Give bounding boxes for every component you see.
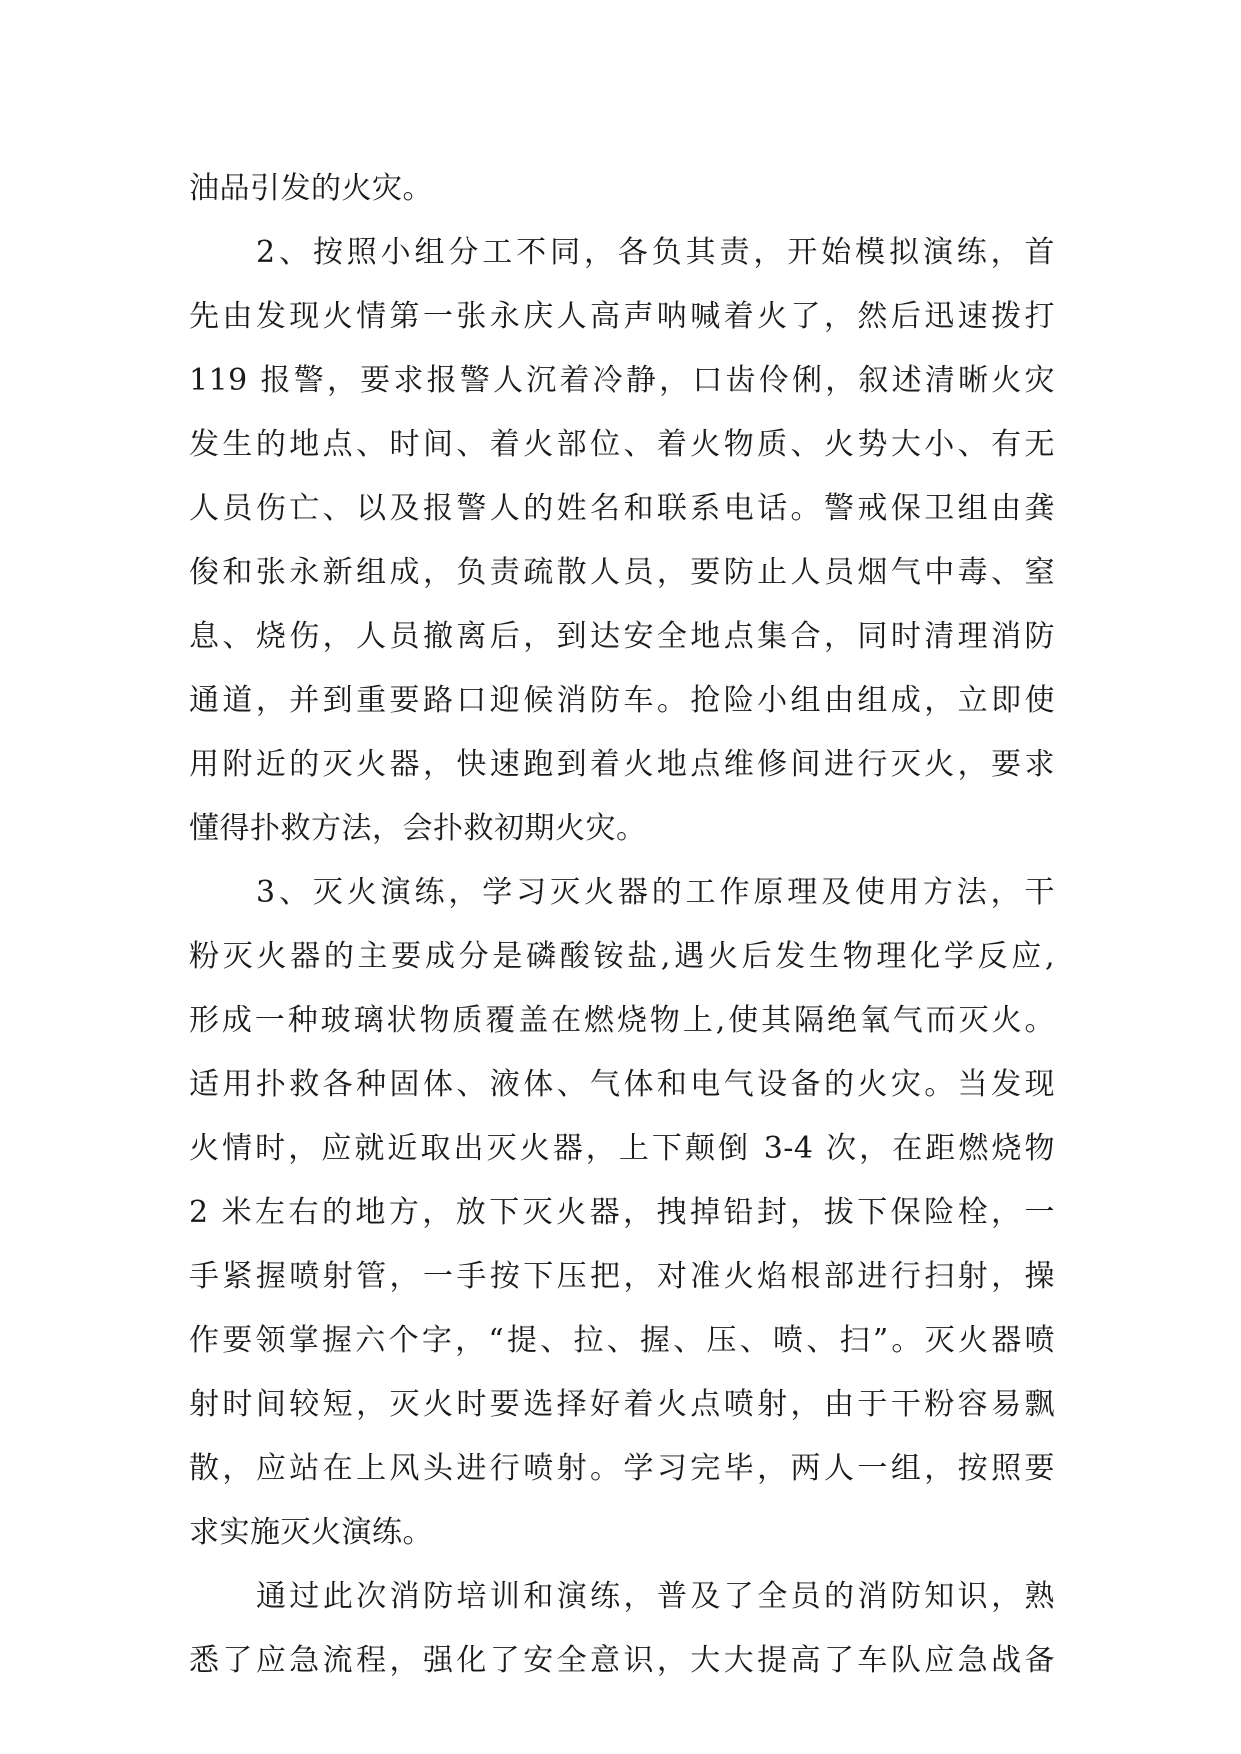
paragraph-2 <box>189 221 1055 861</box>
text-line: 先由发现火情第一张永庆人高声呐喊着火了，然后迅速拨打 <box>189 299 1055 334</box>
text-line: 2 米左右的地方，放下灭火器，拽掉铅封，拔下保险栓，一 <box>189 1195 1055 1230</box>
text-line: 作要领掌握六个字，“提、拉、握、压、喷、扫”。灭火器喷 <box>189 1323 1055 1358</box>
paragraph-1 <box>189 157 1055 221</box>
text-line: 3、灭火演练，学习灭火器的工作原理及使用方法，干 <box>256 875 1055 910</box>
text-line: 通道，并到重要路口迎候消防车。抢险小组由组成，立即使 <box>189 683 1055 718</box>
text-line: 俊和张永新组成，负责疏散人员，要防止人员烟气中毒、窒 <box>189 555 1055 590</box>
document-body <box>189 157 1055 1693</box>
text-line: 人员伤亡、以及报警人的姓名和联系电话。警戒保卫组由龚 <box>189 491 1055 526</box>
text-line: 求实施灭火演练。 <box>189 1515 433 1550</box>
text-line: 发生的地点、时间、着火部位、着火物质、火势大小、有无 <box>189 427 1055 462</box>
text-line: 形成一种玻璃状物质覆盖在燃烧物上,使其隔绝氧气而灭火。 <box>189 1003 1055 1038</box>
text-line: 悉了应急流程，强化了安全意识，大大提高了车队应急战备 <box>189 1643 1055 1678</box>
text-line: 火情时，应就近取出灭火器，上下颠倒 3-4 次，在距燃烧物 <box>189 1131 1055 1166</box>
text-line: 息、烧伤，人员撤离后，到达安全地点集合，同时清理消防 <box>189 619 1055 654</box>
text-line: 散，应站在上风头进行喷射。学习完毕，两人一组，按照要 <box>189 1451 1055 1486</box>
text-line: 手紧握喷射管，一手按下压把，对准火焰根部进行扫射，操 <box>189 1259 1055 1294</box>
paragraph-3 <box>189 861 1055 1565</box>
text-line: 适用扑救各种固体、液体、气体和电气设备的火灾。当发现 <box>189 1067 1055 1102</box>
text-line: 2、按照小组分工不同，各负其责，开始模拟演练，首 <box>256 235 1055 270</box>
text-line: 通过此次消防培训和演练，普及了全员的消防知识，熟 <box>256 1579 1055 1614</box>
text-line: 油品引发的火灾。 <box>189 171 433 206</box>
text-line: 懂得扑救方法，会扑救初期火灾。 <box>189 811 647 846</box>
paragraph-4 <box>189 1565 1055 1693</box>
text-line: 用附近的灭火器，快速跑到着火地点维修间进行灭火，要求 <box>189 747 1055 782</box>
text-line: 射时间较短，灭火时要选择好着火点喷射，由于干粉容易飘 <box>189 1387 1055 1422</box>
text-line: 粉灭火器的主要成分是磷酸铵盐,遇火后发生物理化学反应, <box>189 939 1055 974</box>
text-line: 119 报警，要求报警人沉着冷静，口齿伶俐，叙述清晰火灾 <box>189 363 1055 398</box>
